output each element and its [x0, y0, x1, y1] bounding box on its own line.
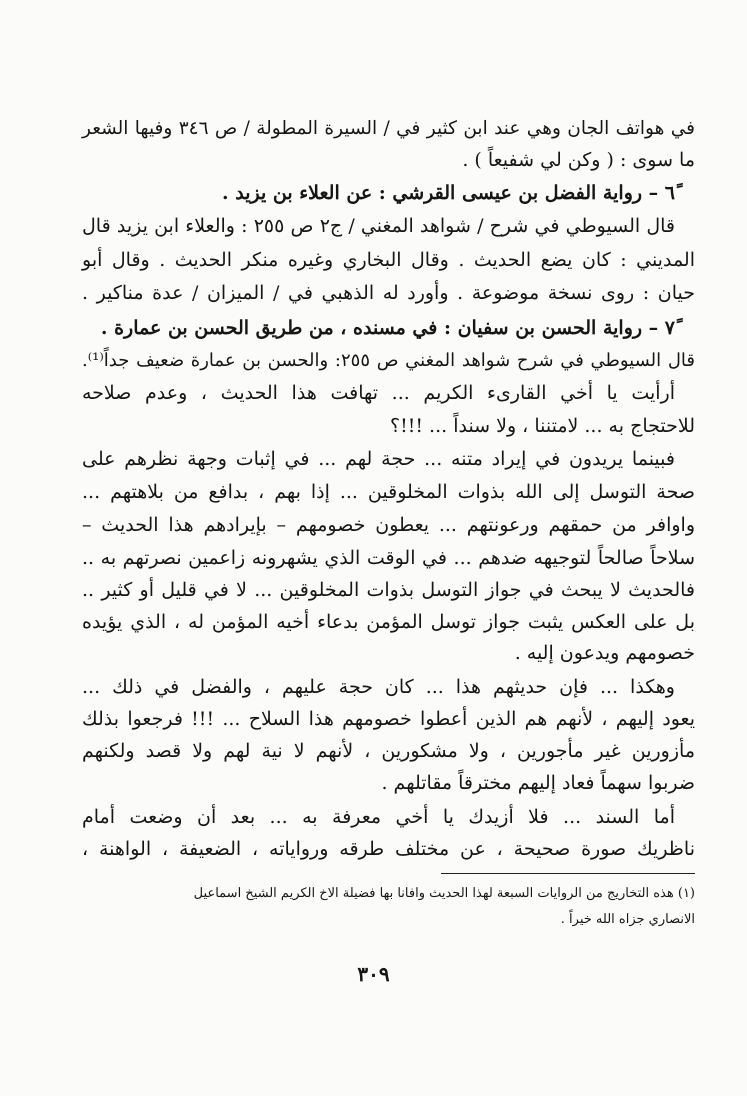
text-line: في هواتف الجان وهي عند ابن كثير في / السيرة المطولة / ص ٣٤٦ وفيها الشعر — [82, 118, 696, 139]
text-line: حيان : روى نسخة موضوعة . وأورد له الذهبي في / الميزان / عدة مناكير . — [82, 282, 695, 304]
footnote-line: الانصاري جزاه الله خيراً . — [560, 912, 695, 927]
text-line: قال السيوطي في شرح / شواهد المغني / ج٢ ص ٢٥٥ : والعلاء ابن يزيد قال — [82, 215, 675, 237]
text-line: فالحديث لا يبحث في جواز التوسل بذوات المخلوقين ... لا في قليل أو كثير .. — [82, 579, 695, 601]
text-line: أرأيت يا أخي القارىء الكريم ... تهافت هذا الحديث ، وعدم صلاحه — [82, 382, 675, 404]
text-line: بل على العكس يثبت جواز توسل المؤمن بدعاء أخيه المؤمن له ، الذي يؤيده — [82, 611, 695, 633]
text-line: ناظريك صورة صحيحة ، عن مختلف طرقه ورواياته ، الضعيفة ، الواهنة ، — [82, 838, 695, 860]
text-line: يعود إليهم ، لأنهم هم الذين أعطوا خصومهم هذا السلاح ... !!! فرجعوا بذلك — [82, 708, 695, 730]
text-line: واوافر من حمقهم ورعونتهم ... يعطون خصومهم – بإيرادهم هذا الحديث – — [82, 514, 695, 536]
text-line: صحة التوسل إلى الله بذوات المخلوقين ... إذا بهم ، بدافع من بلاهتهم ... — [82, 481, 695, 503]
text-line: خصومهم ويدعون إليه . — [514, 642, 695, 664]
text-line: وهكذا ... فإن حديثهم هذا ... كان حجة عليهم ، والفضل في ذلك ... — [82, 676, 675, 698]
footnote-divider — [441, 873, 695, 874]
text-line: ضربوا سهماً فعاد إليهم مخترقاً مقاتلهم . — [381, 772, 695, 794]
text-line: أما السند ... فلا أزيدك يا أخي معرفة به ... بعد أن وضعت أمام — [82, 806, 675, 828]
section-heading: ٦ً – رواية الفضل بن عيسى القرشي : عن العلاء بن يزيد . — [222, 182, 675, 204]
text-line: سلاحاً صالحاً لتوجيهه ضدهم ... في الوقت الذي يشهرونه زاعمين نصرتهم به .. — [82, 547, 695, 569]
text-line: قال السيوطي في شرح شواهد المغني ص ٢٥٥: والحسن بن عمارة ضعيف جداً⁽¹⁾. — [82, 350, 695, 371]
text-line: مأزورين غير مأجورين ، ولا مشكورين ، لأنهم لا نية لهم ولا قصد ولكنهم — [82, 740, 695, 762]
text-line: فبينما يريدون في إيراد متنه ... حجة لهم ... في إثبات وجهة نظرهم على — [82, 448, 675, 470]
page-number: ٣٠٩ — [357, 962, 390, 986]
text-line: المديني : كان يضع الحديث . وقال البخاري وغيره منكر الحديث . وقال أبو — [82, 249, 695, 271]
text-line: ما سوى : ( وكن لي شفيعاً ) . — [462, 149, 695, 171]
text-line: للاحتجاج به ... لامتننا ، ولا سنداً ... !!!؟ — [390, 415, 695, 437]
section-heading: ٧ً – رواية الحسن بن سفيان : في مسنده ، من طريق الحسن بن عمارة . — [100, 317, 675, 339]
footnote-line: (١) هذه التخاريج من الروايات السبعة لهذا الحديث وافانا بها فضيلة الاخ الكريم الشيخ اسماعيل — [193, 886, 695, 901]
